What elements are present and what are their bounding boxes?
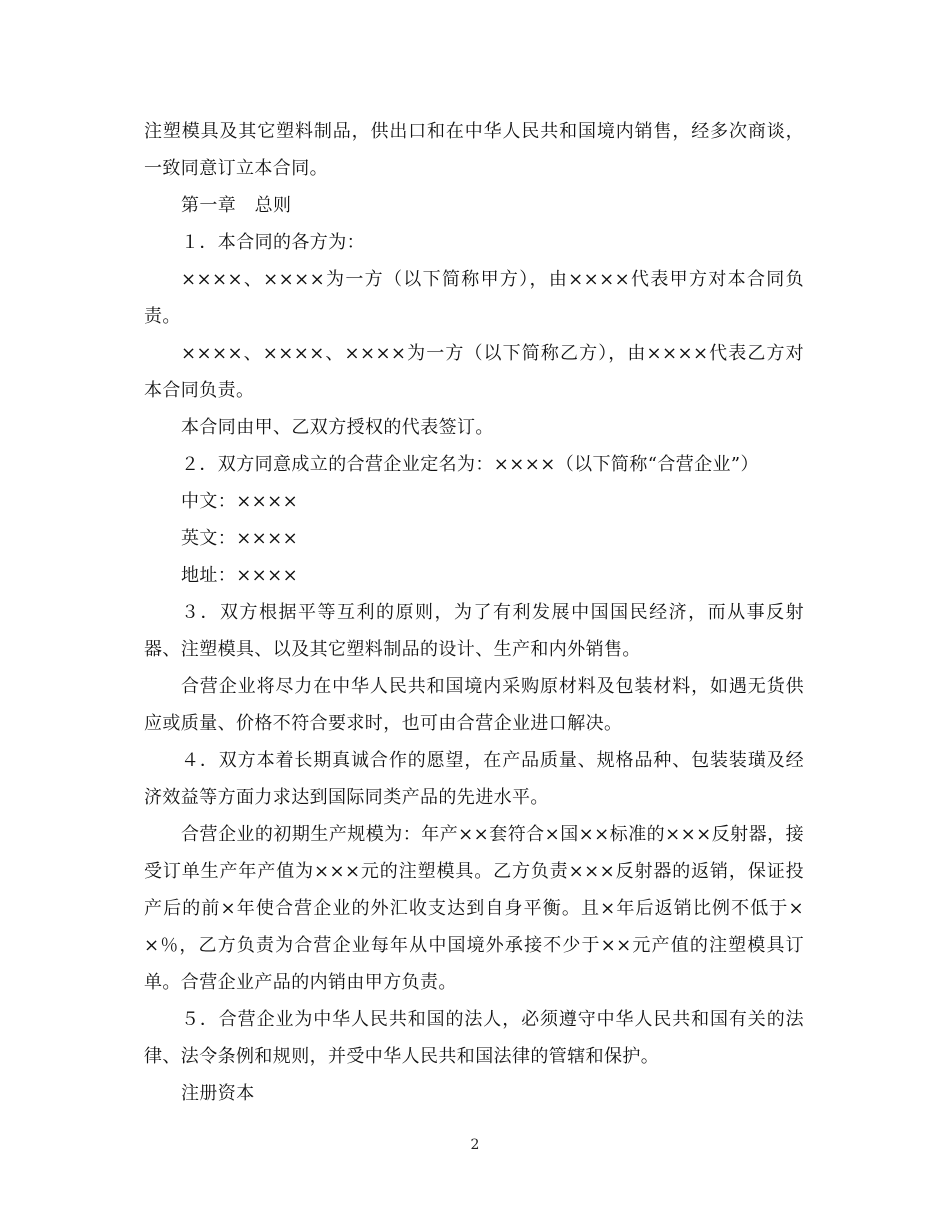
- paragraph: ××××、××××、××××为一方（以下简称乙方），由××××代表乙方对本合同负责。: [144, 343, 804, 401]
- paragraph: ３．双方根据平等互利的原则，为了有利发展中国国民经济，而从事反射器、注塑模具、以及其它塑料制品的设计、生产和内外销售。: [144, 602, 804, 660]
- document-body: [144, 113, 804, 1112]
- paragraph: 中文：××××: [181, 491, 299, 512]
- paragraph: 注塑模具及其它塑料制品，供出口和在中华人民共和国境内销售，经多次商谈，一致同意订立本合同。: [144, 121, 804, 179]
- page-number: 2: [470, 1137, 480, 1153]
- paragraph: 本合同由甲、乙双方授权的代表签订。: [181, 417, 494, 438]
- paragraph: 合营企业的初期生产规模为：年产××套符合×国××标准的×××反射器，接受订单生产年产值为×××元的注塑模具。乙方负责×××反射器的返销，保证投产后的前×年使合营企业的外汇收支达到自身平衡。且×年后返销比例不低于××％，乙方负责为合营企业每年从中国境外承接不少于××元产值的注塑模具订单。合营企业产品的内销由甲方负责。: [144, 824, 804, 993]
- paragraph: １．本合同的各方为：: [181, 232, 365, 253]
- paragraph: 合营企业将尽力在中华人民共和国境内采购原材料及包装材料，如遇无货供应或质量、价格不符合要求时，也可由合营企业进口解决。: [144, 676, 804, 734]
- paragraph: ５．合营企业为中华人民共和国的法人，必须遵守中华人民共和国有关的法律、法令条例和规则，并受中华人民共和国法律的管辖和保护。: [144, 1009, 804, 1067]
- paragraph: 地址：××××: [181, 565, 299, 586]
- section-heading: 注册资本: [181, 1083, 255, 1104]
- paragraph: 英文：××××: [181, 528, 299, 549]
- paragraph: ２．双方同意成立的合营企业定名为：××××（以下简称“合营企业”）: [181, 454, 759, 475]
- chapter-heading: 第一章 总则: [181, 195, 292, 216]
- paragraph: ４．双方本着长期真诚合作的愿望，在产品质量、规格品种、包装装璜及经济效益等方面力求达到国际同类产品的先进水平。: [144, 750, 804, 808]
- paragraph: ××××、××××为一方（以下简称甲方），由××××代表甲方对本合同负责。: [144, 269, 804, 327]
